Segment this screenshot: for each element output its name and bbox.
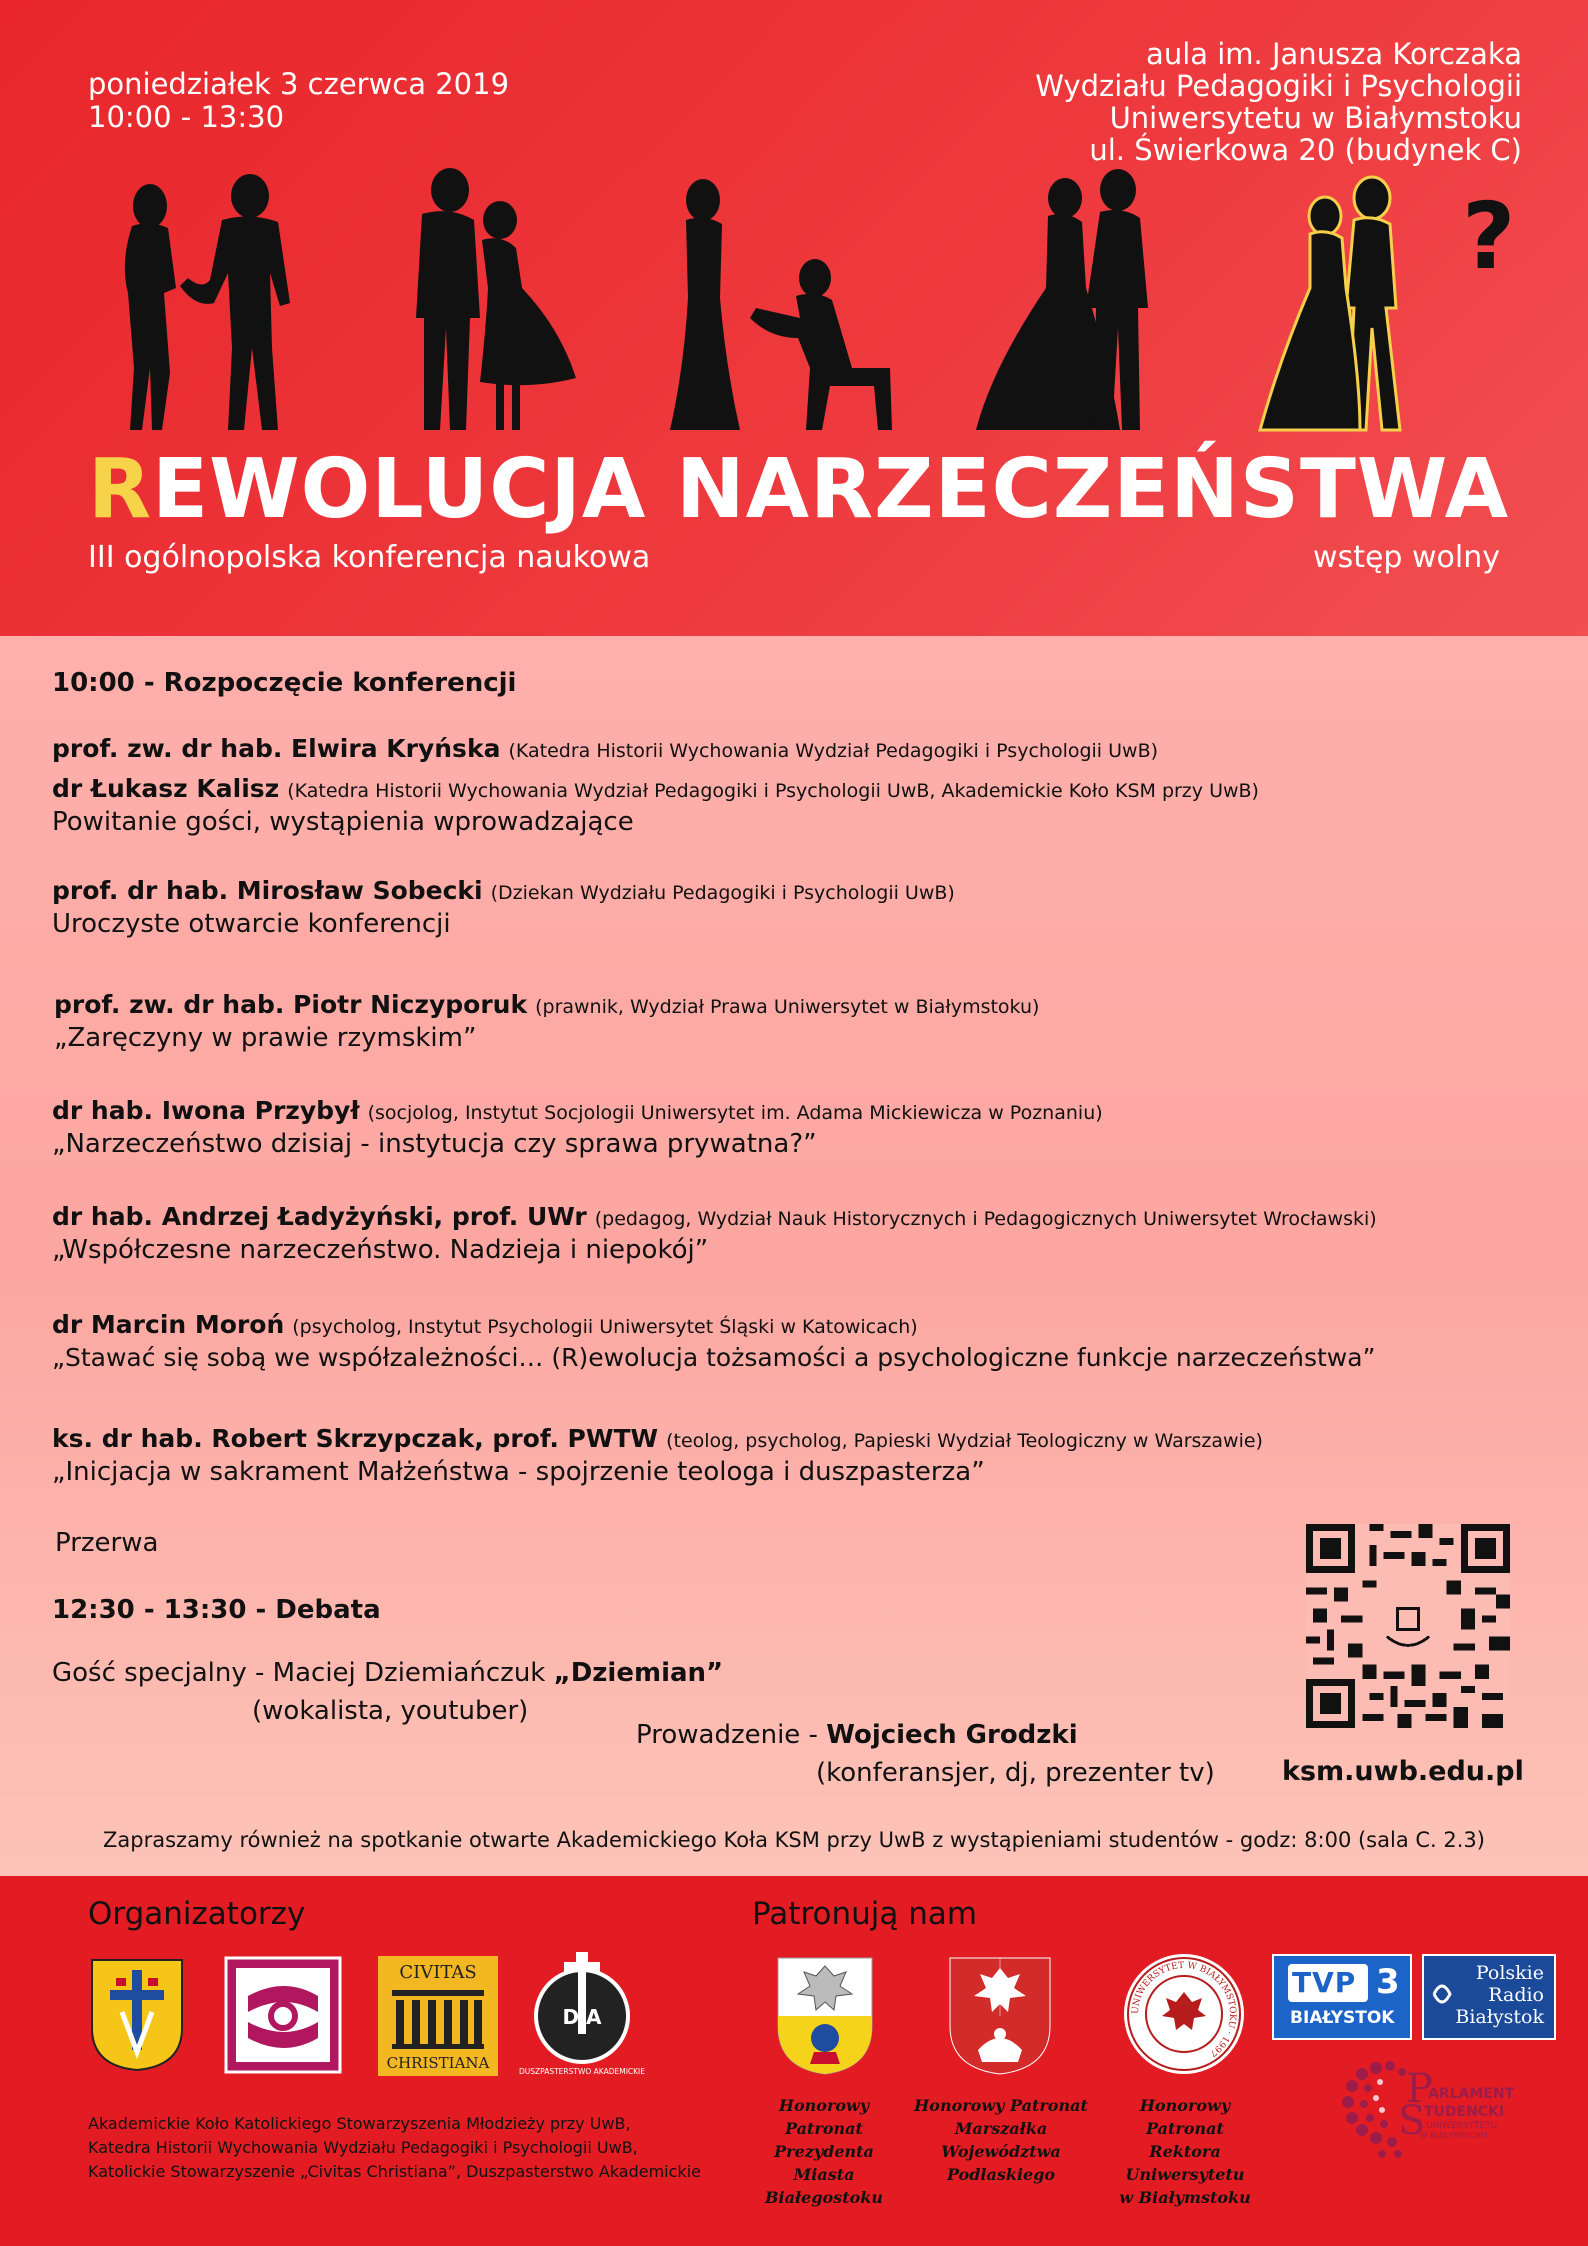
guest-prefix: Gość specjalny - Maciej Dziemiańczuk: [52, 1658, 554, 1688]
host-prefix: Prowadzenie -: [636, 1720, 827, 1750]
caption-line: Marszałka Województwa: [941, 2119, 1061, 2161]
speaker-entry: [52, 1096, 1103, 1159]
special-guest: [52, 1658, 723, 1688]
civitas-christiana-logo: [378, 1956, 498, 2076]
speaker-affiliation: (prawnik, Wydział Prawa Uniwersytet w Białymstoku): [535, 996, 1040, 1018]
talk-title: Powitanie gości, wystąpienia wprowadzające: [52, 807, 634, 837]
break-label: Przerwa: [55, 1528, 159, 1558]
parlament-studencki-logo: [1336, 2054, 1515, 2174]
patron-caption-rector: [1100, 2094, 1270, 2209]
event-venue: [1035, 38, 1522, 166]
speaker-affiliation: (psycholog, Instytut Psychologii Uniwersytet Śląski w Katowicach): [292, 1316, 918, 1338]
host: [636, 1720, 1078, 1750]
couples-silhouettes: [110, 168, 1516, 438]
opening-time: 10:00 - Rozpoczęcie konferencji: [52, 668, 517, 698]
speaker-name: dr Marcin Moroń: [52, 1310, 285, 1339]
speaker-affiliation: (socjolog, Instytut Socjologii Uniwersytet im. Adama Mickiewicza w Poznaniu): [367, 1102, 1103, 1124]
event-date-time: [88, 68, 509, 134]
parliament-line4: W BIAŁYMSTOKU: [1420, 2131, 1488, 2140]
caption-line: Podlaskiego: [946, 2165, 1056, 2184]
speaker-name: ks. dr hab. Robert Skrzypczak, prof. PWTW: [52, 1424, 659, 1453]
question-mark: ?: [1462, 183, 1516, 290]
talk-title: „Stawać się sobą we współzależności… (R)ewolucja tożsamości a psychologiczne funkcje narzeczeństwa”: [52, 1343, 1376, 1372]
talk-title: Uroczyste otwarcie konferencji: [52, 909, 451, 939]
poster-header: [0, 0, 1588, 636]
speaker-name: dr hab. Iwona Przybył: [52, 1096, 360, 1125]
talk-title: „Współczesne narzeczeństwo. Nadzieja i niepokój”: [52, 1235, 709, 1265]
host-role: (konferansjer, dj, prezenter tv): [816, 1758, 1215, 1788]
podlaskie-coat-of-arms: [948, 1956, 1052, 2076]
patrons-title: Patronują nam: [752, 1896, 978, 1932]
kissing-couple-with-child-silhouette: [976, 169, 1148, 430]
organizers-description: [88, 2112, 728, 2184]
speaker-name: dr hab. Andrzej Ładyżyński, prof. UWr: [52, 1202, 587, 1231]
talk-title: „Narzeczeństwo dzisiaj - instytucja czy sprawa prywatna?”: [52, 1129, 817, 1159]
radio-line: Białystok: [1455, 2006, 1544, 2028]
event-time: 10:00 - 13:30: [88, 100, 285, 134]
event-date: poniedziałek 3 czerwca 2019: [88, 67, 510, 101]
caption-line: Białegostoku: [765, 2188, 883, 2207]
speaker-affiliation: (Dziekan Wydziału Pedagogiki i Psychologii UwB): [490, 882, 955, 904]
embracing-couple-silhouette: [416, 168, 576, 430]
svg-text:P: P: [1406, 2066, 1433, 2112]
radio-line: Polskie: [1475, 1962, 1544, 1984]
christiana-text: CHRISTIANA: [386, 2054, 490, 2072]
speaker-affiliation: (Katedra Historii Wychowania Wydział Pedagogiki i Psychologii UwB, Akademickie Koło KSM przy UwB): [287, 780, 1259, 802]
speaker-entry: [52, 1202, 1377, 1265]
katedra-logo: [224, 1956, 342, 2074]
caption-line: Rektora Uniwersytetu: [1125, 2142, 1245, 2184]
host-name: Wojciech Grodzki: [826, 1720, 1078, 1750]
speaker-entry: [52, 1310, 1376, 1372]
ksm-logo: [88, 1956, 186, 2074]
speaker-affiliation: (pedagog, Wydział Nauk Historycznych i Pedagogicznych Uniwersytet Wrocławski): [594, 1208, 1377, 1230]
speaker-name: prof. dr hab. Mirosław Sobecki: [52, 876, 483, 905]
speaker-entry: [52, 774, 1259, 837]
radio-wave-icon: [1430, 1974, 1454, 2014]
venue-line: Uniwersytetu w Białymstoku: [1109, 101, 1522, 135]
civitas-text: CIVITAS: [399, 1962, 477, 1983]
organizer-line: Akademickie Koło Katolickiego Stowarzyszenia Młodzieży przy UwB,: [88, 2114, 631, 2133]
guest-role: (wokalista, youtuber): [252, 1696, 529, 1726]
guest-nickname: „Dziemian”: [553, 1658, 724, 1688]
seal-text: UNIWERSYTET W BIAŁYMSTOKU · 1997: [1130, 1960, 1238, 2058]
svg-text:S: S: [1398, 2098, 1426, 2144]
speaker-name: prof. zw. dr hab. Elwira Kryńska: [52, 734, 501, 763]
caption-line: Honorowy Patronat: [914, 2096, 1088, 2115]
speaker-entry: [54, 990, 1039, 1053]
speaker-affiliation: (teolog, psycholog, Papieski Wydział Teologiczny w Warszawie): [666, 1430, 1263, 1452]
walking-couple-silhouette: [125, 174, 290, 430]
tvp3-bialystok-logo: [1272, 1954, 1412, 2040]
speaker-name: dr Łukasz Kalisz: [52, 774, 280, 803]
caption-line: Honorowy Patronat: [778, 2096, 870, 2138]
title-first-letter: R: [88, 442, 153, 537]
venue-line: Wydziału Pedagogiki i Psychologii: [1035, 69, 1522, 103]
da-letters: D A: [562, 2005, 602, 2029]
wedding-couple-silhouette: [1260, 177, 1400, 430]
caption-line: Prezydenta Miasta: [774, 2142, 874, 2184]
university-seal: [1122, 1952, 1246, 2076]
parliament-line2: TUDENCKI: [1424, 2104, 1505, 2120]
proposal-silhouette: [670, 179, 892, 430]
debate-time: 12:30 - 13:30 - Debata: [52, 1595, 381, 1625]
speaker-name: prof. zw. dr hab. Piotr Niczyporuk: [54, 990, 528, 1019]
bialystok-city-coat-of-arms: [776, 1956, 874, 2076]
speaker-entry: [52, 734, 1158, 763]
website-link[interactable]: ksm.uwb.edu.pl: [1282, 1756, 1524, 1787]
organizer-line: Katolickie Stowarzyszenie „Civitas Christiana”, Duszpasterstwo Akademickie: [88, 2162, 701, 2181]
parliament-line3: UNIWERSYTETU: [1426, 2121, 1498, 2131]
organizer-line: Katedra Historii Wychowania Wydziału Pedagogiki i Psychologii UwB,: [88, 2138, 638, 2157]
invitation-note: Zapraszamy również na spotkanie otwarte Akademickiego Koła KSM przy UwB z wystąpieniami studentów - godz: 8:00 (sala C. 2.3): [103, 1828, 1485, 1852]
speaker-entry: [52, 876, 955, 939]
patron-caption-city: [744, 2094, 904, 2209]
event-title: [88, 442, 1510, 537]
title-rest: EWOLUCJA NARZECZEŃSTWA: [152, 442, 1510, 537]
caption-line: w Białymstoku: [1119, 2188, 1251, 2207]
organizers-title: Organizatorzy: [88, 1896, 306, 1932]
patron-caption-region: [906, 2094, 1096, 2186]
venue-line: ul. Świerkowa 20 (budynek C): [1089, 133, 1522, 167]
venue-line: aula im. Janusza Korczaka: [1146, 37, 1522, 71]
duszpasterstwo-logo: [518, 1950, 646, 2080]
speaker-entry: [52, 1424, 1263, 1487]
talk-title: „Inicjacja w sakrament Małżeństwa - spojrzenie teologa i duszpasterza”: [52, 1457, 985, 1487]
talk-title: „Zaręczyny w prawie rzymskim”: [54, 1023, 477, 1053]
caption-line: Honorowy Patronat: [1139, 2096, 1231, 2138]
qr-code[interactable]: [1306, 1524, 1510, 1728]
polskie-radio-bialystok-logo: [1422, 1954, 1556, 2040]
tvp-city: BIAŁYSTOK: [1290, 2008, 1395, 2028]
free-entry: wstęp wolny: [1313, 540, 1500, 575]
tvp-label: TVP: [1292, 1966, 1357, 1999]
radio-line: Radio: [1488, 1984, 1544, 2006]
tvp-number: 3: [1376, 1962, 1400, 2002]
da-caption: DUSZPASTERSTWO AKADEMICKIE: [518, 2067, 646, 2076]
speaker-affiliation: (Katedra Historii Wychowania Wydział Pedagogiki i Psychologii UwB): [508, 740, 1159, 762]
event-subtitle: III ogólnopolska konferencja naukowa: [88, 540, 651, 575]
radio-text: [1455, 1962, 1544, 2028]
parliament-line1: ARLAMENT: [1428, 2086, 1515, 2102]
